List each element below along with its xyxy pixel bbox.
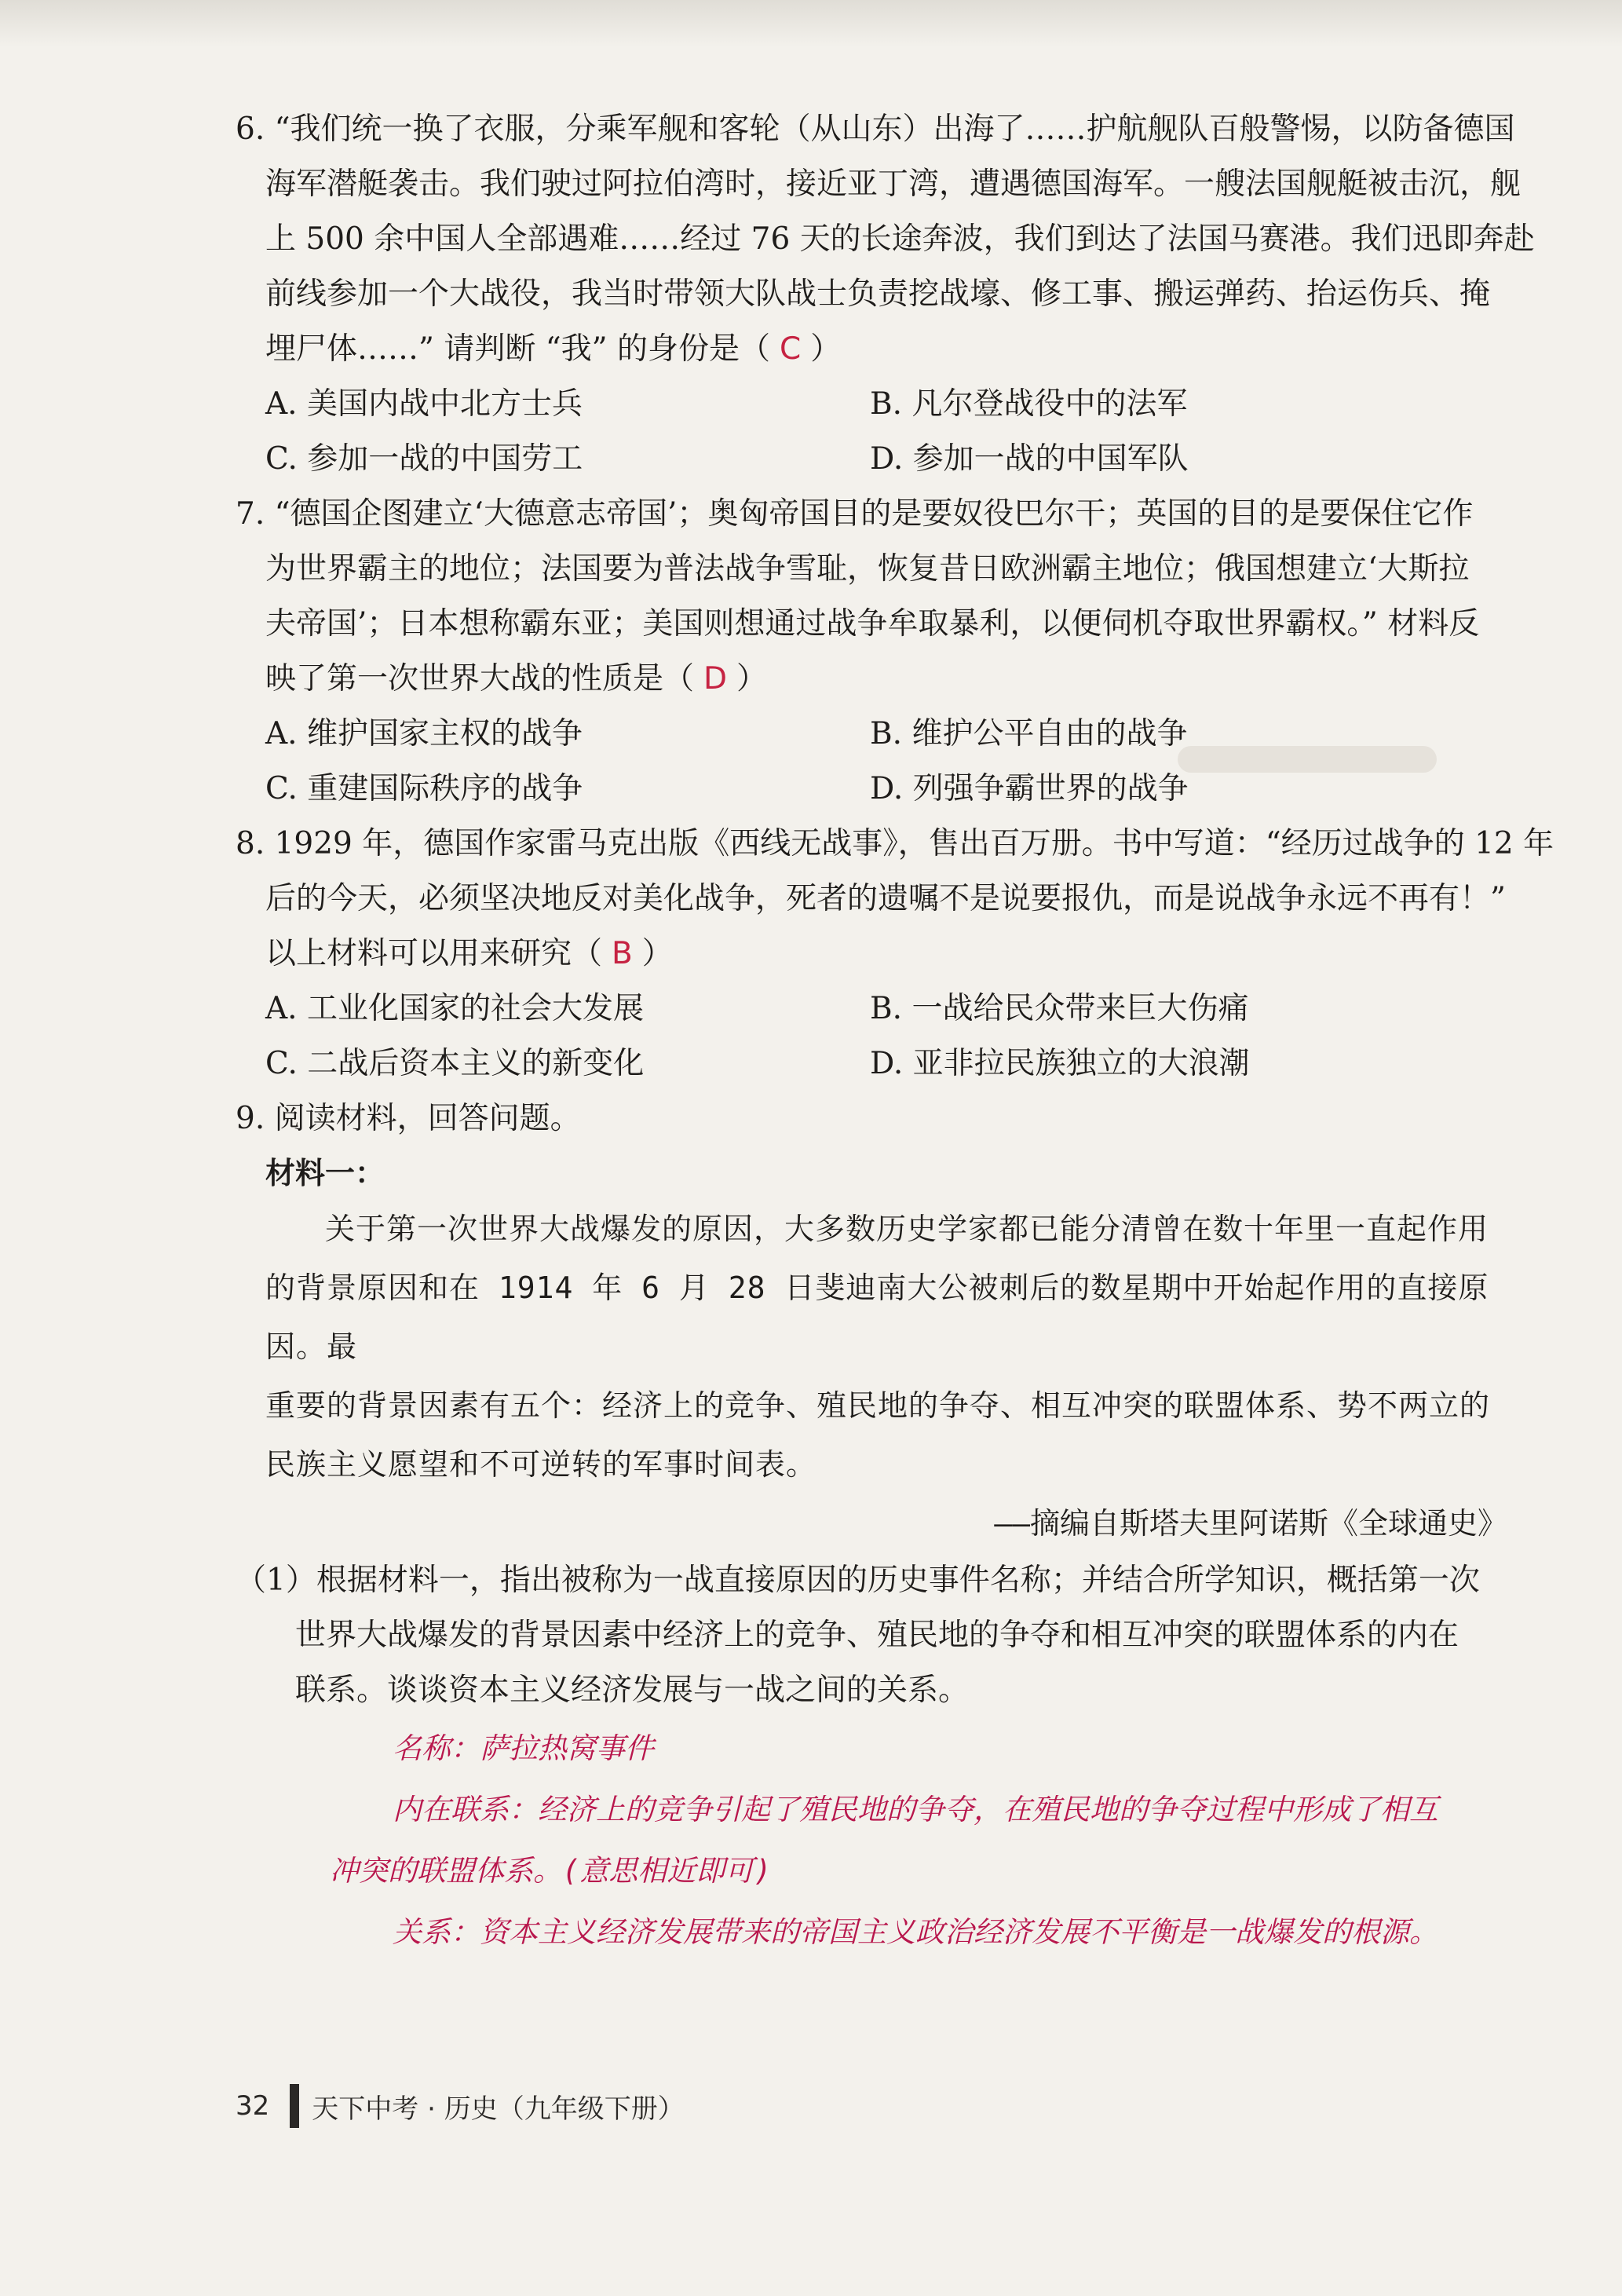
q7-line-1: 7. “德国企图建立‘大德意志帝国’；奥匈帝国目的是要奴役巴尔干；英国的目的是要保住它作 [236, 496, 1474, 532]
q7-options-row-2 [236, 762, 1523, 817]
material-source: ——摘编自斯塔夫里阿诺斯《全球通史》 [994, 1506, 1507, 1541]
material-line-3: 重要的背景因素有五个：经济上的竞争、殖民地的争夺、相互冲突的联盟体系、势不两立的 [265, 1388, 1491, 1423]
q7-option-a: A. 维护国家主权的战争 [265, 716, 583, 751]
material-line-1: 关于第一次世界大战爆发的原因，大多数历史学家都已能分清曾在数十年里一直起作用 [325, 1212, 1489, 1246]
q7-option-d: D. 列强争霸世界的战争 [870, 771, 1189, 806]
q8-options-row-1 [236, 982, 1523, 1036]
q8-option-b: B. 一战给民众带来巨大伤痛 [870, 991, 1249, 1026]
q8-stem-end: 以上材料可以用来研究（ [265, 936, 603, 971]
q8-option-c: C. 二战后资本主义的新变化 [265, 1046, 645, 1081]
material-one-label: 材料一： [265, 1155, 385, 1190]
q9-sub1-line-2: 世界大战爆发的背景因素中经济上的竞争、殖民地的争夺和相互冲突的联盟体系的内在 [295, 1618, 1459, 1653]
question-9 [236, 1091, 1523, 1963]
q6-line-3: 上 500 余中国人全部遇难……经过 76 天的长途奔波，我们到达了法国马赛港。我们迅即奔赴 [265, 221, 1535, 257]
footer-bar-mark [290, 2084, 299, 2128]
q6-option-b: B. 凡尔登战役中的法军 [870, 386, 1188, 422]
question-7 [236, 487, 1523, 817]
q9-sub1-line-3: 联系。谈谈资本主义经济发展与一战之间的关系。 [295, 1673, 970, 1708]
q6-line-2: 海军潜艇袭击。我们驶过阿拉伯湾时，接近亚丁湾，遭遇德国海军。一艘法国舰艇被击沉，舰 [265, 166, 1522, 202]
q9-sub1-line-1: （1）根据材料一，指出被称为一战直接原因的历史事件名称；并结合所学知识，概括第一次 [236, 1563, 1480, 1598]
q7-line-2: 为世界霸主的地位；法国要为普法战争雪耻，恢复昔日欧洲霸主地位；俄国想建立‘大斯拉 [265, 551, 1470, 587]
q6-line-5 [236, 322, 1523, 377]
q7-option-c: C. 重建国际秩序的战争 [265, 771, 583, 806]
q7-options-row-1 [236, 707, 1523, 762]
q6-options-row-2 [236, 432, 1523, 487]
q9-title: 9. 阅读材料，回答问题。 [236, 1101, 581, 1136]
q7-line-4 [236, 652, 1523, 707]
answer-event-name: 名称：萨拉热窝事件 [393, 1731, 654, 1765]
q6-line-4: 前线参加一个大战役，我当时带领大队战士负责挖战壕、修工事、搬运弹药、抬运伤兵、掩 [265, 276, 1491, 312]
q8-options-row-2 [236, 1036, 1523, 1091]
page-number: 32 [236, 2090, 270, 2122]
q6-options-row-1 [236, 377, 1523, 432]
q6-stem-close: ） [810, 331, 842, 367]
q6-line-1: 6. “我们统一换了衣服，分乘军舰和客轮（从山东）出海了……护航舰队百般警惕，以防备德国 [236, 112, 1515, 147]
q8-line-2: 后的今天，必须坚决地反对美化战争，死者的遗嘱不是说要报仇，而是说战争永远不再有！” [265, 881, 1506, 916]
q7-answer: D [703, 661, 728, 696]
question-8 [236, 817, 1554, 1091]
q8-option-a: A. 工业化国家的社会大发展 [265, 991, 644, 1026]
material-one-text [236, 1200, 1523, 1494]
page-content [236, 102, 1554, 1963]
q6-answer: C [780, 331, 802, 367]
book-title: 天下中考 · 历史（九年级下册） [312, 2093, 685, 2125]
q8-line-3 [236, 927, 1523, 982]
q8-answer: B [612, 936, 633, 971]
answer-link-line-1: 内在联系：经济上的竞争引起了殖民地的争夺，在殖民地的争夺过程中形成了相互 [393, 1793, 1438, 1826]
answer-relation: 关系：资本主义经济发展带来的帝国主义政治经济发展不平衡是一战爆发的根源。 [393, 1915, 1438, 1949]
page-footer [236, 2082, 685, 2130]
answer-link-line-2: 冲突的联盟体系。(意思相近即可) [330, 1854, 772, 1888]
q7-option-b: B. 维护公平自由的战争 [870, 716, 1188, 751]
q6-option-c: C. 参加一战的中国劳工 [265, 441, 583, 477]
q7-line-3: 夫帝国’；日本想称霸东亚；美国则想通过战争牟取暴利，以便伺机夺取世界霸权。” 材料反 [265, 606, 1480, 642]
q8-option-d: D. 亚非拉民族独立的大浪潮 [870, 1046, 1250, 1081]
q6-option-a: A. 美国内战中北方士兵 [265, 386, 583, 422]
material-line-2: 的背景原因和在 1914 年 6 月 28 日斐迪南大公被刺后的数星期中开始起作用的直接原因。最 [265, 1270, 1489, 1364]
q6-stem-end: 埋尸体……” 请判断 “我” 的身份是（ [265, 331, 771, 367]
handwritten-answer [236, 1718, 1523, 1963]
q7-stem-close: ） [736, 661, 768, 696]
page-top-edge [0, 0, 1622, 47]
q7-stem-end: 映了第一次世界大战的性质是（ [265, 661, 695, 696]
material-line-4: 民族主义愿望和不可逆转的军事时间表。 [265, 1447, 817, 1482]
question-6 [236, 102, 1535, 487]
q8-stem-close: ） [641, 936, 673, 971]
q8-line-1: 8. 1929 年，德国作家雷马克出版《西线无战事》，售出百万册。书中写道：“经历过战争的 12 年 [236, 826, 1554, 861]
q6-option-d: D. 参加一战的中国军队 [870, 441, 1189, 477]
